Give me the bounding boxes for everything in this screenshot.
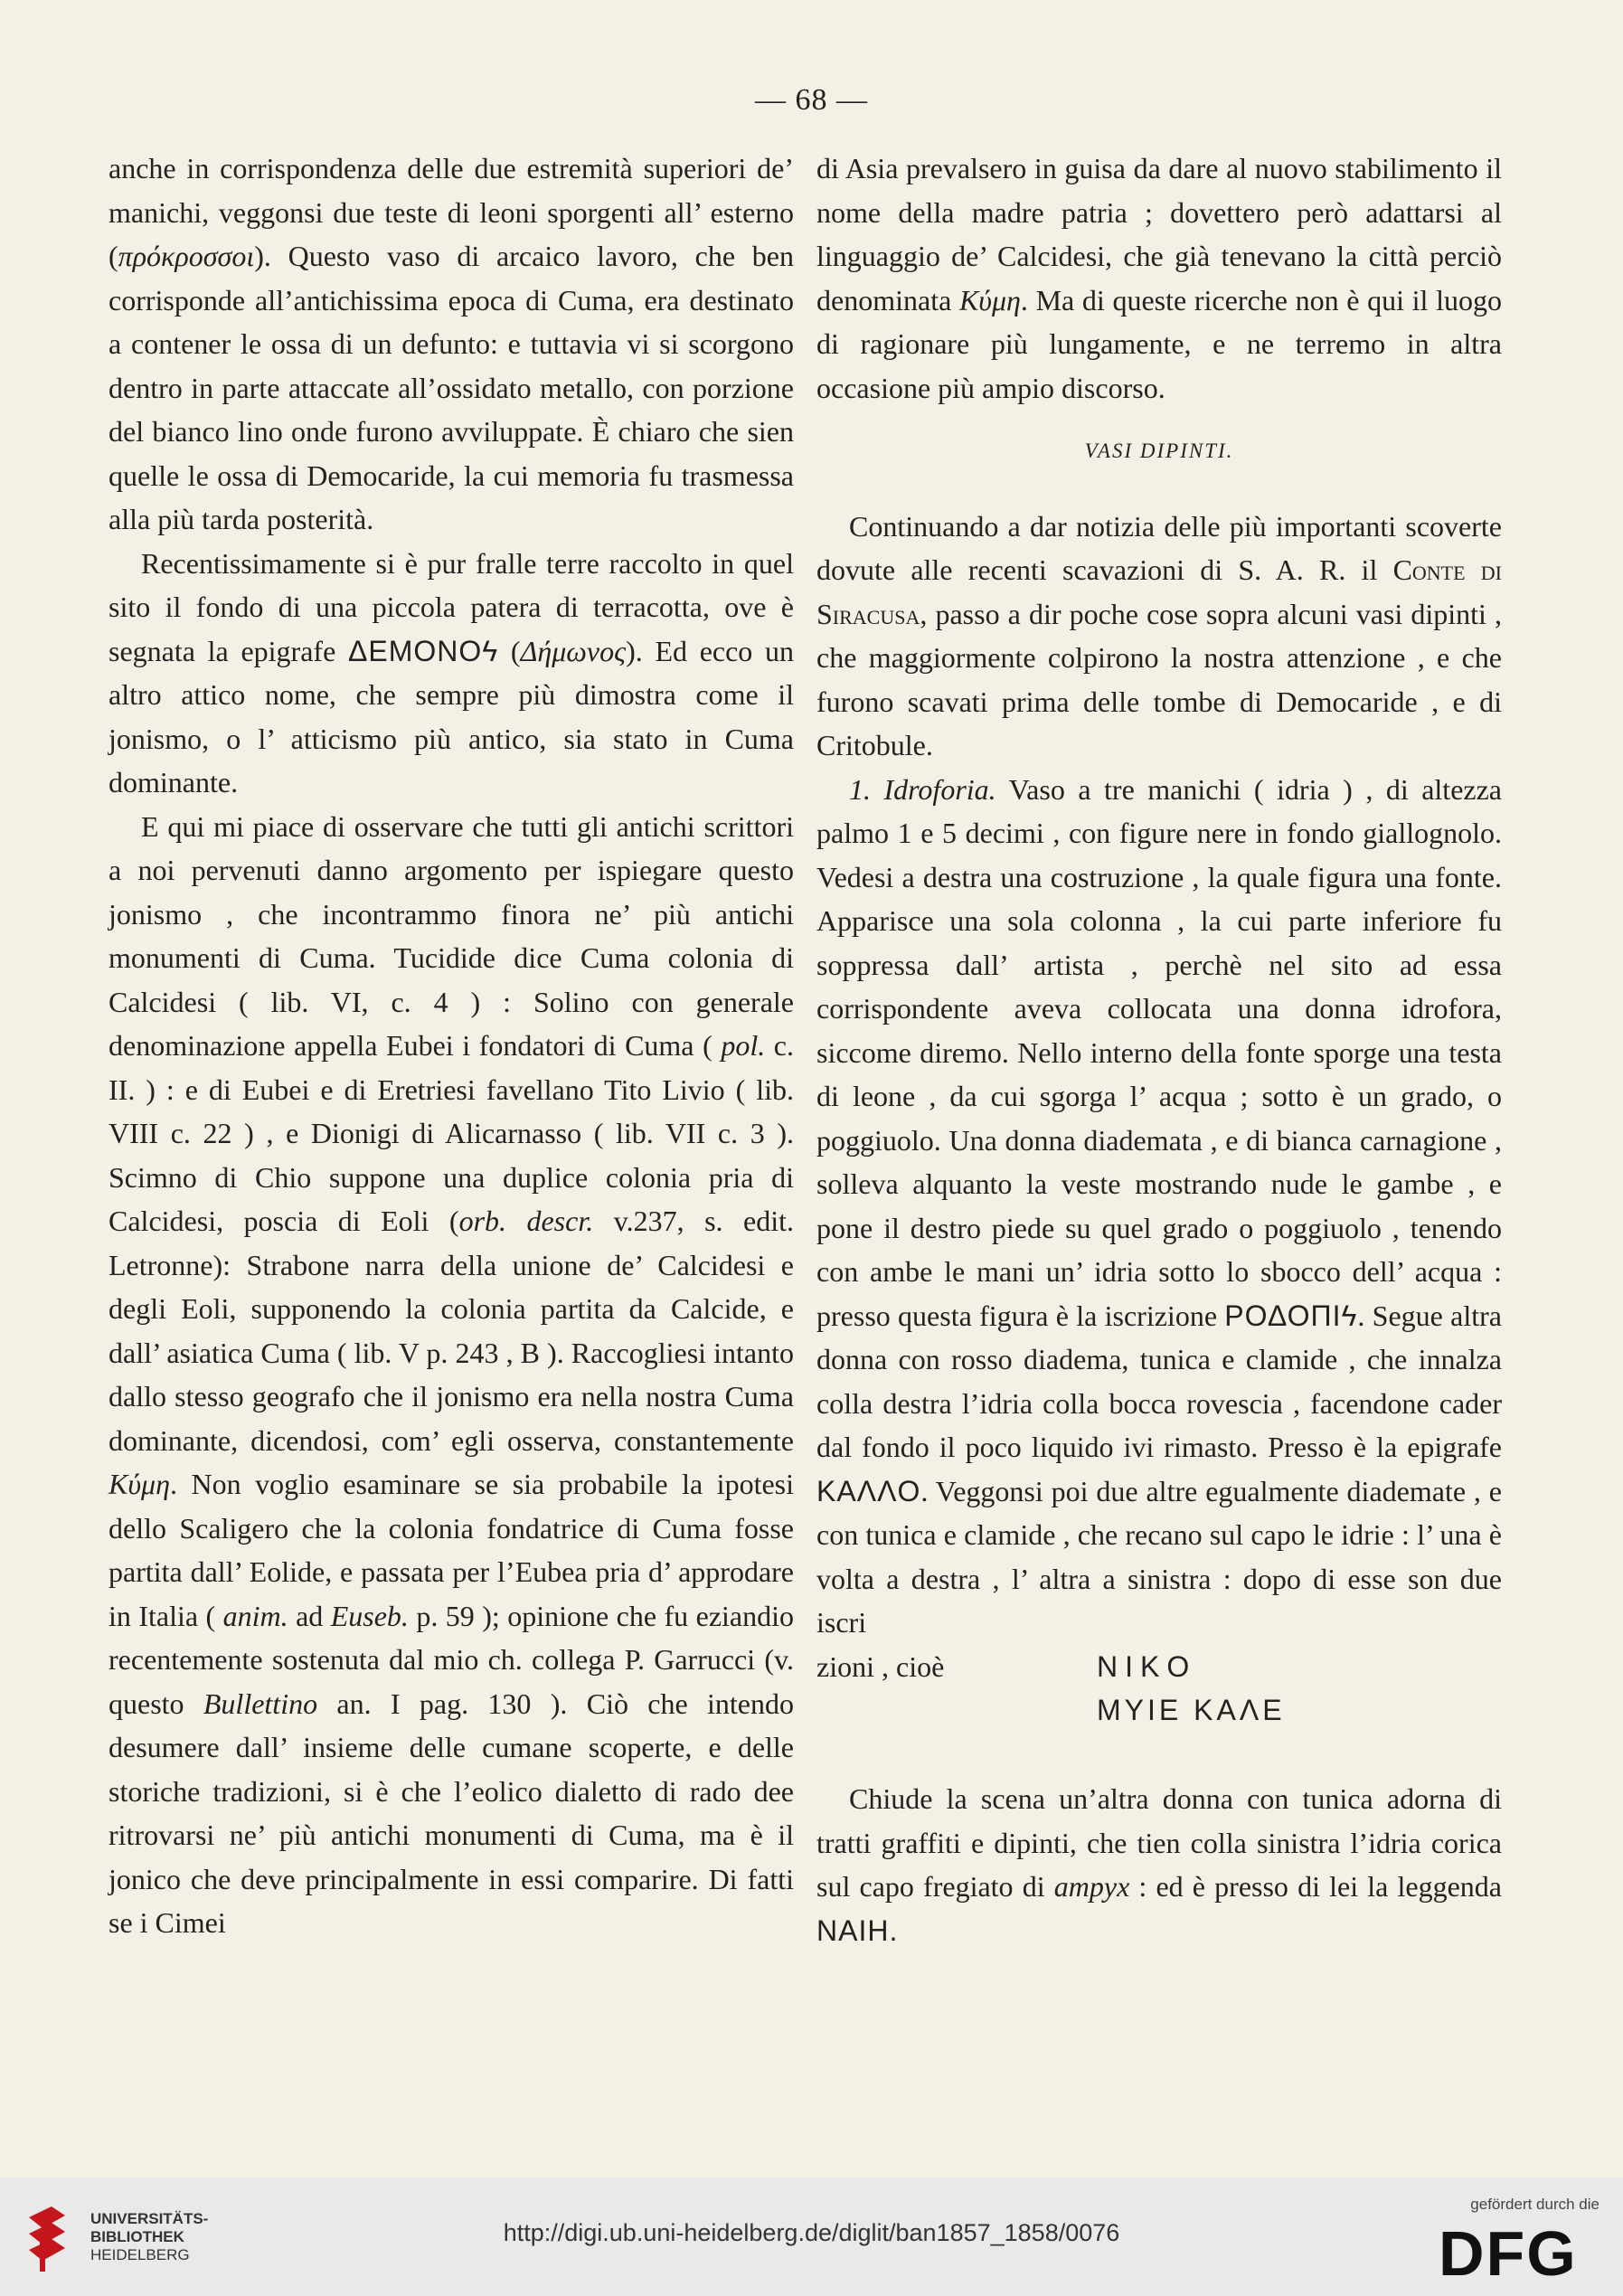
paragraph: E qui mi piace di osservare che tutti gli antichi scrittori a noi pervenuti danno argomento per ispiegare questo jonismo , che incontrammo finora ne’ più antichi monumenti di Cuma. Tucidide dice Cuma colonia di Calcidesi ( lib. VI, c. 4 ) : Solino con generale denominazione appella Eubei i fondatori di Cuma ( pol. c. II. ) : e di Eubei e di Eretriesi favellano Tito Livio ( lib. VIII c. 22 ) , e Dionigi di Alicarnasso ( lib. VII c. 3 ). Scimno di Chio suppone una duplice colonia pria di Calcidesi, poscia di Eoli (orb. descr. v.237, s. edit. Letronne): Strabone narra della unione de’ Calcidesi e degli Eoli, supponendo la colonia partita da Calcide, e dall’ asiatica Cuma ( lib. V p. 243 , B ). Raccogliesi intanto dallo stesso geografo che il jonismo era nella nostra Cuma dominante, dicendosi, com’ egli osserva, constantemente Κύμη. Non voglio esaminare se sia probabile la ipotesi dello Scaligero che la colonia fondatrice di Cuma fosse partita dall’ Eolide, e passata per l’Eubea pria d’ approdare in Italia ( anim. ad Euseb. p. 59 ); opinione che fu eziandio recentemente sostenuta dal mio ch. collega P. Garrucci (v. questo Bullettino an. I pag. 130 ). Ciò che intendo desumere dall’ insieme delle cumane scoperte, e delle storiche tradizioni, si è che l’eolico dialetto di rado dee ritrovarsi ne’ più antichi monumenti di Cuma, ma è il jonico che deve principalmente in essi comparire. Di fatti se i Cimei: [109, 809, 795, 1939]
paragraph: anche in corrispondenza delle due estremità superiori de’ manichi, veggonsi due teste di leoni sporgenti all’ esterno (πρόκροσσοι). Questo vaso di arcaico lavoro, che ben corrisponde all’antichissima epoca di Cuma, era destinato a contener le ossa di un defunto: e tuttavia vi si scorgono dentro in parte attaccate all’ossidato metallo, con porzione del bianco lino onde furono avviluppate. È chiaro che sien quelle le ossa di Democaride, la cui memoria fu trasmessa alla più tarda posterità.: [109, 152, 794, 535]
paragraph: Chiude la scena un’altra donna con tunica adorna di tratti graffiti e dipinti, che tien colla sinistra l’idria corica sul capo fregiato di ampyx : ed è presso di lei la leggenda NAIH.: [816, 1782, 1503, 1947]
funder-caption: gefördert durch die: [1470, 2196, 1599, 2213]
source-url-link[interactable]: http://digi.ub.uni-heidelberg.de/diglit/ban1857_1858/0076: [503, 2219, 1120, 2246]
page-number: — 68 —: [755, 83, 868, 117]
inscription: ΔEMONOϟ: [348, 634, 499, 667]
inscription: ΡΟΔΟΠΙϟ: [1224, 1299, 1358, 1332]
inscription: KAɅɅO: [816, 1474, 921, 1507]
university-library-name: UNIVERSITÄTS- BIBLIOTHEK HEIDELBERG: [90, 2210, 209, 2263]
inscription-line: zioni , cioè NIKO: [816, 1645, 1502, 1689]
paragraph: Continuando a dar notizia delle più importanti scoverte dovute alle recenti scavazioni di S. A. R. il Conte di Siracusa, passo a dir poche cose sopra alcuni vasi dipinti , che maggiormente colpirono la nostra attenzione , e che furono scavati prima delle tombe di Democaride , e di Critobule.: [816, 509, 1502, 761]
paragraph: 1. Idroforia. Vaso a tre manichi ( idria ) , di altezza palmo 1 e 5 decimi , con figure nere in fondo giallognolo. Vedesi a destra una costruzione , la quale figura una fonte. Apparisce una sola colonna , la cui parte inferiore fu soppressa dall’ artista , perchè nel sito ad essa corrispondente aveva collocata una donna idrofora, siccome diremo. Nello interno della fonte sporge una testa di leone , da cui sgorga l’ acqua ; sotto è un grado, o poggiuolo. Una donna diademata , e di bianca carnagione , solleva alquanto la veste mostrando nude le gambe , e pone il destro piede su quel grado o poggiuolo , tenendo con ambe le mani un’ idria sotto lo sbocco dell’ acqua : presso questa figura è la iscrizione ΡΟΔΟΠΙϟ. Segue altra donna con rosso diadema, tunica e clamide , che innalza colla destra l’idria colla bocca rovescia , facendone cader dal fondo il poco liquido ivi rimasto. Presso è la epigrafe KAɅɅO. Veggonsi poi due altre egualmente diademate , e con tunica e clamide , che recano sul capo le idrie : l’ una è volta a destra , l’ altra a sinistra : dopo di esse son due iscri: [816, 772, 1503, 1639]
dfg-logo: [1437, 2221, 1599, 2282]
left-column: [109, 146, 794, 1945]
paragraph: Recentissimamente si è pur fralle terre raccolto in quel sito il fondo di una piccola patera di terracotta, ove è segnata la epigrafe ΔEMONOϟ (Δήμωνος). Ed ecco un altro attico nome, che sempre più dimostra come il jonismo, o l’ atticismo più antico, sia stato in Cuma dominante.: [109, 546, 795, 798]
inscription: MYIE KAɅE: [1097, 1694, 1286, 1726]
svg-text:DFG: DFG: [1439, 2221, 1578, 2282]
inscription: NIKO: [1097, 1649, 1197, 1683]
paragraph: di Asia prevalsero in guisa da dare al nuovo stabilimento il nome della madre patria ; dovettero però adattarsi al linguaggio de’ Calcidesi, che già tenevano la città perciò denominata Κύμη. Ma di queste ricerche non è qui il luogo di ragionare più lungamente, e ne terremo in altra occasione più ampio discorso.: [816, 152, 1503, 404]
footer-bar: [0, 2178, 1623, 2296]
section-heading: VASI DIPINTI.: [1084, 439, 1234, 462]
right-column: [816, 146, 1502, 1952]
inscription: NAIH.: [816, 1913, 899, 1947]
